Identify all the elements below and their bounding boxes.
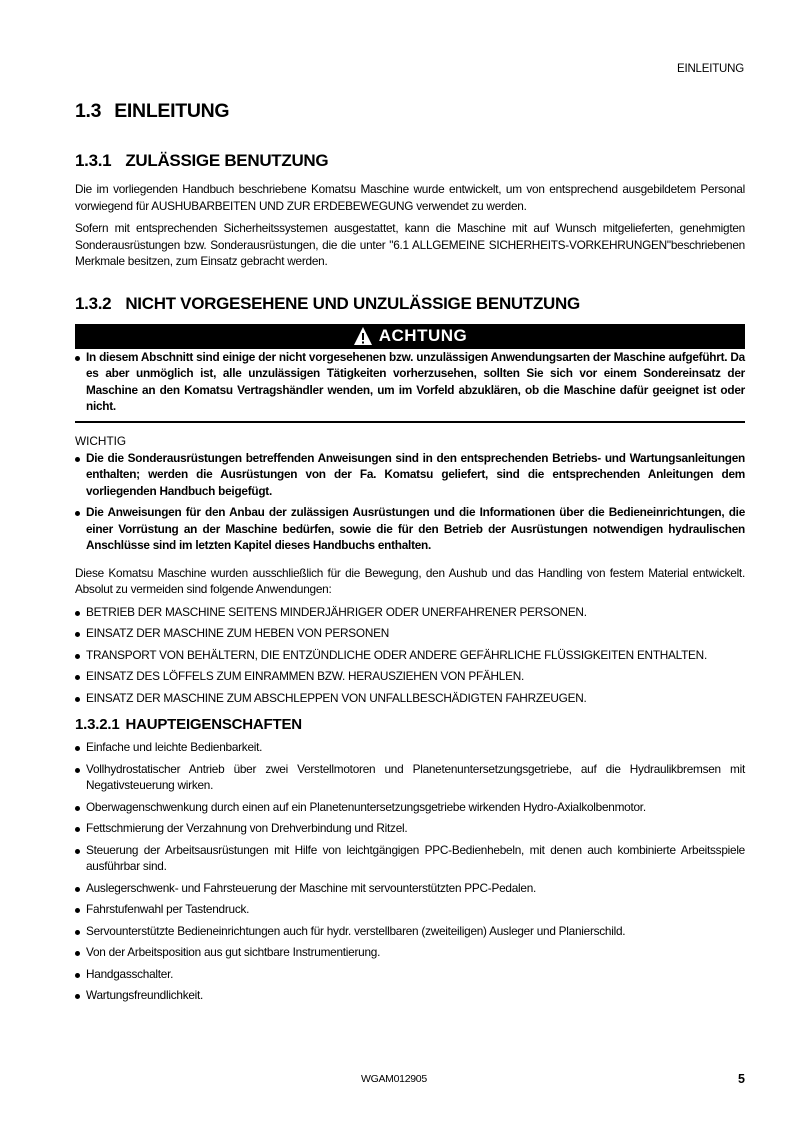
bullet-icon	[75, 511, 80, 516]
list-item	[75, 880, 745, 897]
list-item	[75, 799, 745, 816]
list-item	[75, 647, 745, 664]
subsection-title-text: HAUPTEIGENSCHAFTEN	[125, 716, 302, 733]
list-item	[75, 450, 745, 500]
list-item-text: EINSATZ DES LÖFFELS ZUM EINRAMMEN BZW. HERAUSZIEHEN VON PFÄHLEN.	[86, 669, 525, 683]
bullet-icon	[75, 675, 80, 680]
list-item	[75, 690, 745, 707]
bullet-icon	[75, 887, 80, 892]
list-item-text: Fettschmierung der Verzahnung von Drehverbindung und Ritzel.	[86, 821, 408, 835]
divider	[75, 421, 745, 423]
bullet-icon	[75, 930, 80, 935]
bullet-icon	[75, 746, 80, 751]
list-item	[75, 842, 745, 875]
list-item	[75, 923, 745, 940]
bullet-icon	[75, 654, 80, 659]
bullet-icon	[75, 806, 80, 811]
list-item	[75, 739, 745, 756]
list-item-text: BETRIEB DER MASCHINE SEITENS MINDERJÄHRIGER ODER UNERFAHRENER PERSONEN.	[86, 604, 587, 619]
list-item	[75, 944, 745, 961]
subsection-title-haupteigenschaften	[75, 716, 745, 733]
subsection-number: 1.3.2.1	[75, 716, 120, 733]
page-number: 5	[738, 1072, 745, 1086]
subsection-title-text: NICHT VORGESEHENE UND UNZULÄSSIGE BENUTZUNG	[125, 293, 580, 313]
list-item-text: Die Anweisungen für den Anbau der zulässigen Ausrüstungen und die Informationen über die Bedieneinrichtungen, die einer Vorrüstung an der Maschine bedürfen, sowie die für den Betrieb der Ausrüstungen notwendigen hydraulischen Anschlüsse sind im letzten Kapitel dieses Handbuchs enthalten.	[86, 505, 745, 552]
subsection-number: 1.3.1	[75, 151, 112, 170]
list-item	[75, 966, 745, 983]
list-item-text: Einfache und leichte Bedienbarkeit.	[86, 740, 263, 754]
bullet-icon	[75, 632, 80, 637]
important-label: WICHTIG	[75, 433, 127, 448]
bullet-icon	[75, 973, 80, 978]
bullet-icon	[75, 768, 80, 773]
list-item	[75, 504, 745, 554]
warning-banner	[75, 324, 745, 349]
warning-label: ACHTUNG	[378, 326, 468, 345]
list-item	[75, 761, 745, 794]
list-item	[75, 820, 745, 837]
list-item-text: TRANSPORT VON BEHÄLTERN, DIE ENTZÜNDLICHE ODER ANDERE GEFÄHRLICHE FLÜSSIGKEITEN ENTHALTEN.	[86, 647, 707, 662]
list-item-text: Servounterstützte Bedieneinrichtungen auch für hydr. verstellbaren (zweiteiligen) Ausleger und Planierschild.	[86, 923, 626, 938]
features-list	[75, 739, 745, 1004]
list-item-text: Steuerung der Arbeitsausrüstungen mit Hilfe von leichtgängigen PPC-Bedienhebeln, mit denen auch kombinierte Arbeitsspiele ausführbar sind.	[86, 842, 745, 873]
list-item-text: EINSATZ DER MASCHINE ZUM ABSCHLEPPEN VON UNFALLBESCHÄDIGTEN FAHRZEUGEN.	[86, 690, 587, 705]
running-header: EINLEITUNG	[676, 63, 744, 75]
list-item-text: EINSATZ DER MASCHINE ZUM HEBEN VON PERSONEN	[86, 626, 389, 640]
page-content	[75, 100, 745, 1009]
bullet-icon	[75, 697, 80, 702]
paragraph: Die im vorliegenden Handbuch beschriebene Komatsu Maschine wurde entwickelt, um von entsprechend ausgebildetem Personal vorwiegend für AUSHUBARBEITEN UND ZUR ERDEBEWEGUNG verwendet zu werden.	[75, 182, 745, 213]
list-item-text: Von der Arbeitsposition aus gut sichtbare Instrumentierung.	[86, 945, 381, 959]
list-item	[75, 625, 745, 642]
bullet-icon	[75, 994, 80, 999]
subsection-title-unzulaessige-benutzung	[75, 294, 745, 314]
paragraph: Diese Komatsu Maschine wurden ausschließlich für die Bewegung, den Aushub und das Handling von festem Material entwickelt. Absolut zu vermeiden sind folgende Anwendungen:	[75, 565, 745, 596]
section-title-text: EINLEITUNG	[114, 100, 230, 122]
list-item-text: Fahrstufenwahl per Tastendruck.	[86, 902, 250, 916]
list-item	[75, 987, 745, 1004]
bullet-icon	[75, 951, 80, 956]
subsection-number: 1.3.2	[75, 293, 112, 313]
bullet-icon	[75, 457, 80, 462]
list-item-text: Wartungsfreundlichkeit.	[86, 988, 204, 1002]
list-item	[75, 668, 745, 685]
subsection-title-zulaessige-benutzung	[75, 151, 745, 171]
list-item	[75, 349, 745, 415]
warning-list	[75, 349, 745, 415]
bullet-icon	[75, 908, 80, 913]
warning-triangle-icon	[353, 326, 373, 346]
document-code: WGAM012905	[361, 1073, 427, 1085]
list-item	[75, 604, 745, 621]
list-item	[75, 901, 745, 918]
section-title	[75, 100, 745, 123]
bullet-icon	[75, 356, 80, 361]
bullet-icon	[75, 849, 80, 854]
important-list	[75, 450, 745, 554]
list-item-text: Vollhydrostatischer Antrieb über zwei Verstellmotoren und Planetenuntersetzungsgetriebe, auf die Hydraulikbremsen mit Negativsteuerung wirken.	[86, 761, 745, 792]
section-number: 1.3	[75, 100, 102, 122]
list-item-text: Die die Sonderausrüstungen betreffenden Anweisungen sind in den entsprechenden Betriebs- und Wartungsanleitungen enthalten; werden die Ausrüstungen von der Fa. Komatsu geliefert, sind die entsprechenden Anleitungen dem vorliegenden Handbuch beigefügt.	[86, 450, 745, 498]
bullet-icon	[75, 827, 80, 832]
paragraph: Sofern mit entsprechenden Sicherheitssystemen ausgestattet, kann die Maschine mit auf Wunsch mitgelieferten, genehmigten Sonderausrüstungen bzw. Sonderausrüstungen, die die unter "6.1 ALLGEMEINE SICHERHEITS-VORKEHRUNGEN"beschriebenen Merkmale besitzen, zum Einsatz gebracht werden.	[75, 221, 745, 268]
list-item-text: Handgasschalter.	[86, 966, 174, 981]
list-item-text: In diesem Abschnitt sind einige der nicht vorgesehenen bzw. unzulässigen Anwendungsarten der Maschine aufgeführt. Da es aber unmöglich ist, alle unzulässigen Tätigkeiten vorherzusehen, sollten Sie sich vor einem Sondereinsatz der Maschine an den Komatsu Vertragshändler wenden, um im Vorfeld abzuklären, ob die Maschine dafür geeignet ist oder nicht.	[86, 349, 745, 413]
forbidden-uses-list	[75, 604, 745, 707]
list-item-text: Oberwagenschwenkung durch einen auf ein Planetenuntersetzungsgetriebe wirkenden Hydro-Axialkolbenmotor.	[86, 799, 646, 814]
list-item-text: Auslegerschwenk- und Fahrsteuerung der Maschine mit servounterstützten PPC-Pedalen.	[86, 880, 537, 895]
bullet-icon	[75, 611, 80, 616]
subsection-title-text: ZULÄSSIGE BENUTZUNG	[125, 151, 329, 170]
